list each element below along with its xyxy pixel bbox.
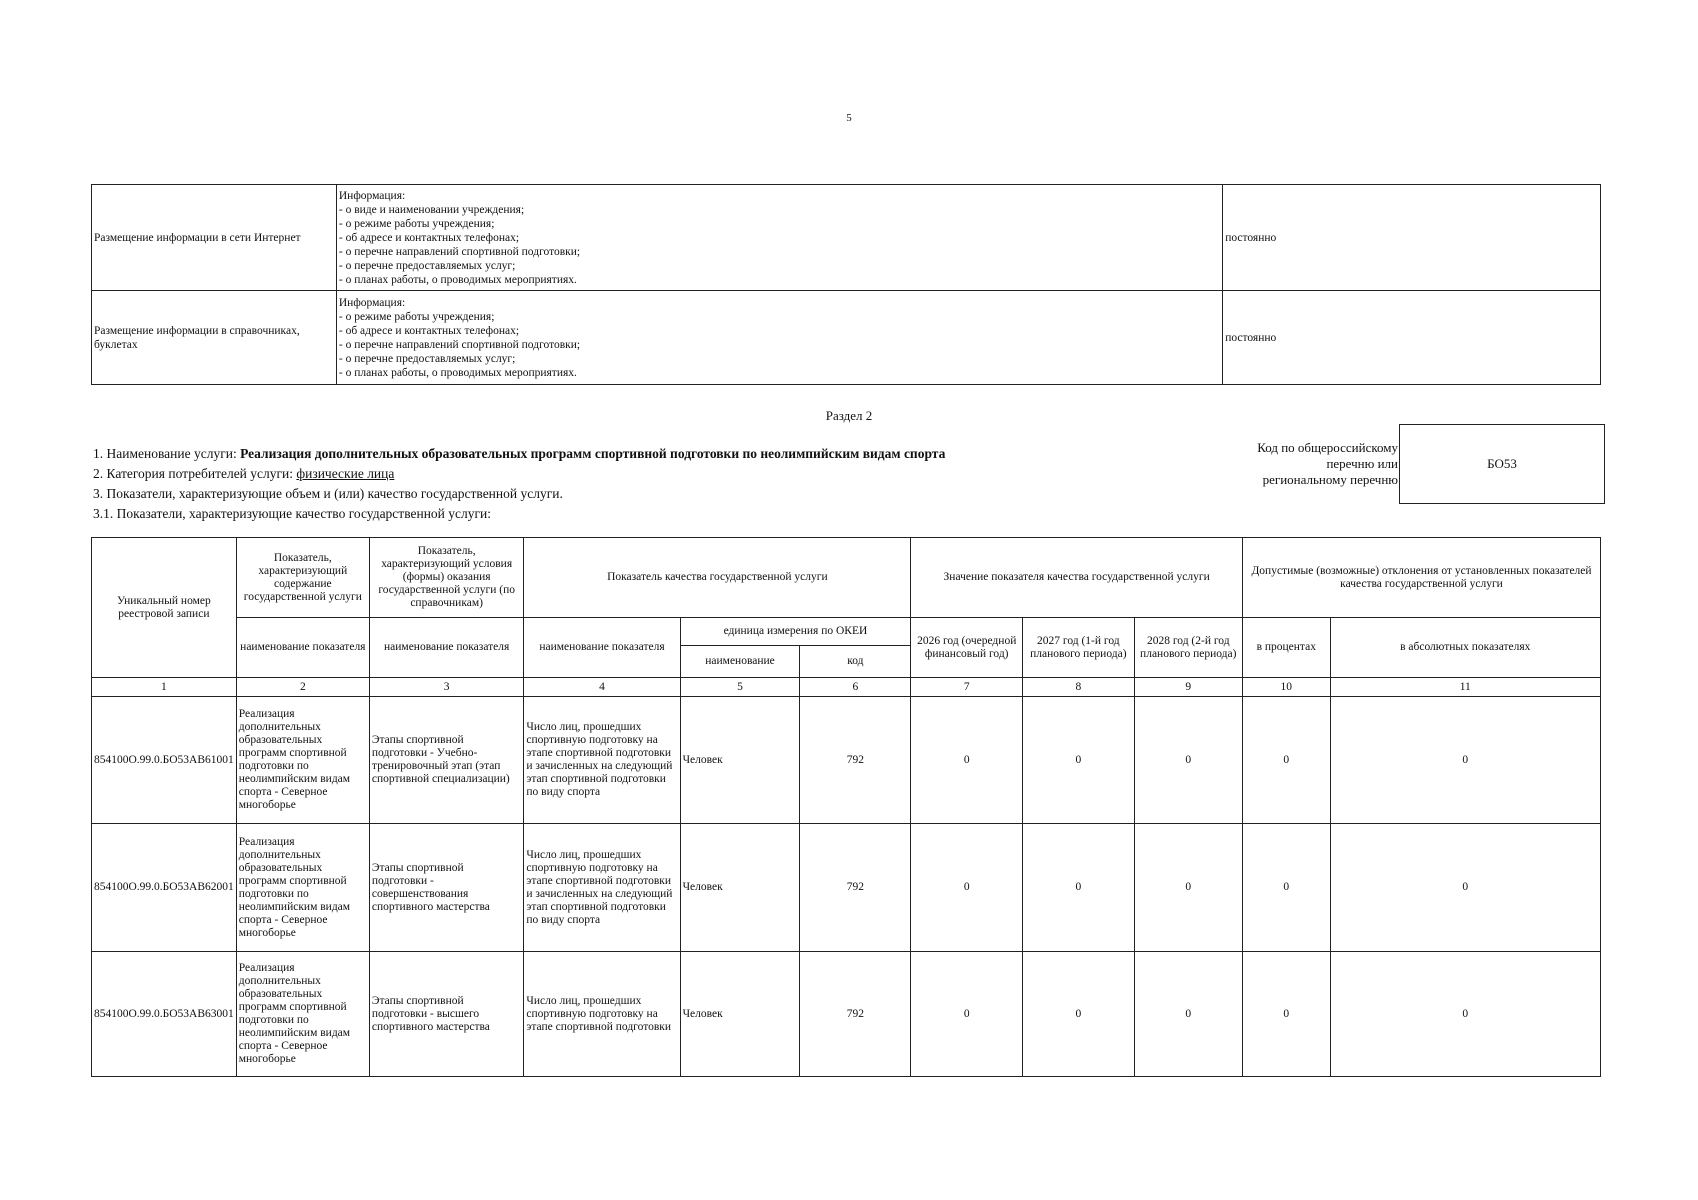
category-label: 2. Категория потребителей услуги: — [93, 466, 297, 481]
value-2028: 0 — [1134, 952, 1243, 1077]
unit-code: 792 — [800, 952, 911, 1077]
service-name-line — [93, 446, 945, 462]
header-condition-group: Показатель, характеризующий условия (формы) оказания государственной услуги (по справочникам) — [369, 538, 524, 618]
header-okei: единица измерения по ОКЕИ — [680, 618, 911, 646]
info-content: Информация: - о режиме работы учреждения; - об адресе и контактных телефонах; - о перечне направлений спортивной подготовки; - о перечне предоставляемых услуг; - о планах работы, о проводимых мероприятиях. — [336, 291, 1222, 385]
table-row — [92, 952, 1601, 1077]
deviation-percent: 0 — [1243, 697, 1331, 824]
info-content: Информация: - о виде и наименовании учреждения; - о режиме работы учреждения; - об адресе и контактных телефонах; - о перечне направлений спортивной подготовки; - о перечне предоставляемых услуг; - о планах работы, о проводимых мероприятиях. — [336, 185, 1222, 291]
code-value: БО53 — [1487, 456, 1517, 471]
category-line — [93, 466, 394, 482]
deviation-absolute: 0 — [1330, 697, 1600, 824]
registry-number: 854100О.99.0.БО53АВ61001 — [92, 697, 237, 824]
service-name: Реализация дополнительных образовательных программ спортивной подготовки по неолимпийским видам спорта — [240, 446, 946, 461]
service-name-label: 1. Наименование услуги: — [93, 446, 241, 461]
value-2026: 0 — [911, 824, 1023, 952]
unit-code: 792 — [800, 824, 911, 952]
info-method: Размещение информации в справочниках, буклетах — [92, 291, 337, 385]
info-disclosure-table — [91, 184, 1601, 385]
header-absolute: в абсолютных показателях — [1330, 618, 1600, 678]
table-row — [92, 185, 1601, 291]
registry-number: 854100О.99.0.БО53АВ62001 — [92, 824, 237, 952]
quality-indicator: Число лиц, прошедших спортивную подготовку на этапе спортивной подготовки и зачисленных на следующий этап спортивной подготовки по виду спорта — [524, 697, 680, 824]
code-box — [1399, 424, 1605, 504]
condition-indicator: Этапы спортивной подготовки - высшего спортивного мастерства — [369, 952, 524, 1077]
header-content-group: Показатель, характеризующий содержание государственной услуги — [236, 538, 369, 618]
page-number: 5 — [846, 112, 852, 124]
quality-indicator: Число лиц, прошедших спортивную подготовку на этапе спортивной подготовки и зачисленных на следующий этап спортивной подготовки по виду спорта — [524, 824, 680, 952]
value-2027: 0 — [1023, 697, 1134, 824]
table-row — [92, 697, 1601, 824]
deviation-absolute: 0 — [1330, 824, 1600, 952]
value-2028: 0 — [1134, 824, 1243, 952]
registry-number: 854100О.99.0.БО53АВ63001 — [92, 952, 237, 1077]
value-2026: 0 — [911, 697, 1023, 824]
content-indicator: Реализация дополнительных образовательных программ спортивной подготовки по неолимпийским видам спорта - Северное многоборье — [236, 952, 369, 1077]
header-unit-name: наименование — [680, 646, 800, 678]
value-2028: 0 — [1134, 697, 1243, 824]
header-row — [92, 538, 1601, 618]
info-frequency: постоянно — [1223, 185, 1601, 291]
code-label: Код по общероссийскому перечню или региональному перечню — [1257, 440, 1398, 487]
value-2026: 0 — [911, 952, 1023, 1077]
info-frequency: постоянно — [1223, 291, 1601, 385]
header-quality-group: Показатель качества государственной услуги — [524, 538, 911, 618]
category-value: физические лица — [296, 466, 395, 481]
deviation-percent: 0 — [1243, 952, 1331, 1077]
header-2026: 2026 год (очередной финансовый год) — [911, 618, 1023, 678]
header-unique: Уникальный номер реестровой записи — [92, 538, 237, 678]
deviation-percent: 0 — [1243, 824, 1331, 952]
column-numbers-row: 1 2 3 4 5 6 7 8 9 10 11 — [92, 678, 1601, 697]
table-row — [92, 824, 1601, 952]
unit-name: Человек — [680, 697, 800, 824]
header-deviation-group: Допустимые (возможные) отклонения от установленных показателей качества государственной услуги — [1243, 538, 1601, 618]
unit-name: Человек — [680, 952, 800, 1077]
unit-code: 792 — [800, 697, 911, 824]
quality-indicator: Число лиц, прошедших спортивную подготовку на этапе спортивной подготовки — [524, 952, 680, 1077]
quality-indicators-table — [91, 537, 1601, 1077]
quality-heading: 3.1. Показатели, характеризующие качество государственной услуги: — [93, 506, 492, 521]
header-unit-code: код — [800, 646, 911, 678]
content-indicator: Реализация дополнительных образовательных программ спортивной подготовки по неолимпийским видам спорта - Северное многоборье — [236, 697, 369, 824]
header-row — [92, 618, 1601, 646]
header-indicator-name: наименование показателя — [524, 618, 680, 678]
content-indicator: Реализация дополнительных образовательных программ спортивной подготовки по неолимпийским видам спорта - Северное многоборье — [236, 824, 369, 952]
unit-name: Человек — [680, 824, 800, 952]
value-2027: 0 — [1023, 824, 1134, 952]
value-2027: 0 — [1023, 952, 1134, 1077]
header-indicator-name: наименование показателя — [236, 618, 369, 678]
info-method: Размещение информации в сети Интернет — [92, 185, 337, 291]
section-title: Раздел 2 — [825, 408, 873, 423]
table-row — [92, 291, 1601, 385]
indicators-heading: 3. Показатели, характеризующие объем и (или) качество государственной услуги. — [93, 486, 563, 501]
header-indicator-name: наименование показателя — [369, 618, 524, 678]
deviation-absolute: 0 — [1330, 952, 1600, 1077]
header-2028: 2028 год (2-й год планового периода) — [1134, 618, 1243, 678]
condition-indicator: Этапы спортивной подготовки - совершенствования спортивного мастерства — [369, 824, 524, 952]
header-value-group: Значение показателя качества государственной услуги — [911, 538, 1243, 618]
header-percent: в процентах — [1243, 618, 1331, 678]
header-2027: 2027 год (1-й год планового периода) — [1023, 618, 1134, 678]
condition-indicator: Этапы спортивной подготовки - Учебно-тренировочный этап (этап спортивной специализации) — [369, 697, 524, 824]
